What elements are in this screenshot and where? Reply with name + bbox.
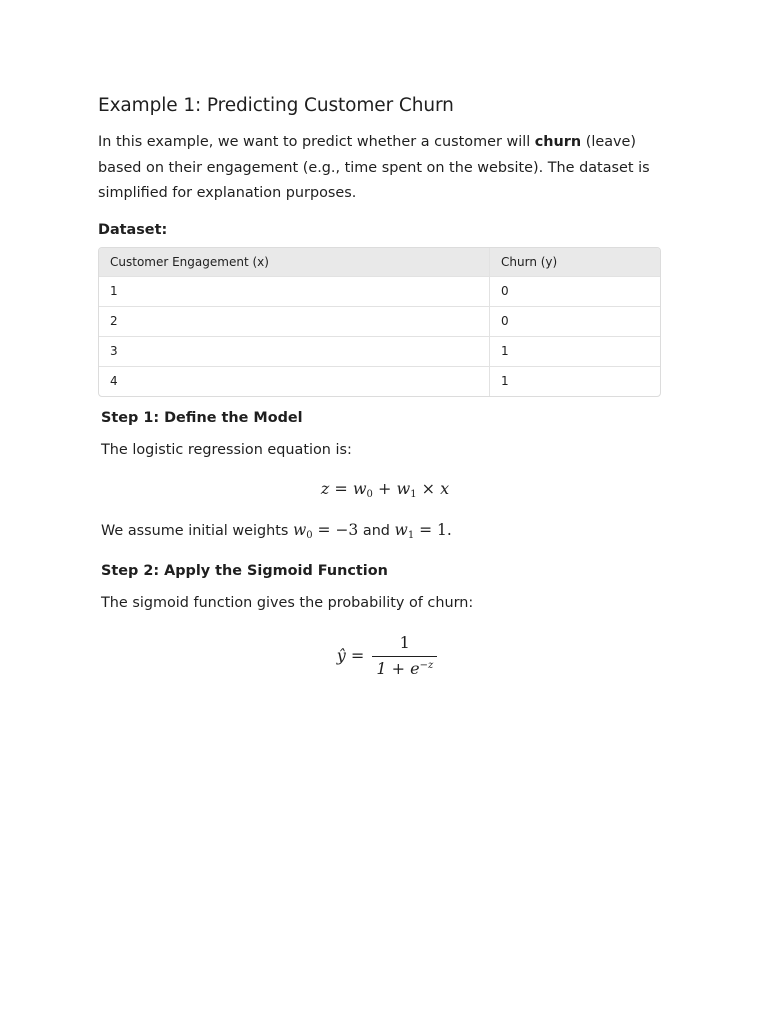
column-header-churn: Churn (y) bbox=[490, 248, 661, 277]
w0-value: −3 bbox=[335, 520, 359, 539]
initial-weights-text bbox=[101, 519, 661, 542]
eq-w0-sub: 0 bbox=[366, 488, 373, 500]
cell-churn: 1 bbox=[501, 374, 509, 388]
sigmoid-lhs: ŷ bbox=[336, 646, 346, 665]
dataset-label: Dataset: bbox=[98, 221, 168, 238]
sigmoid-denominator bbox=[372, 656, 437, 678]
eq-times: × bbox=[416, 478, 441, 498]
eq-equals: = bbox=[329, 478, 353, 498]
eq-w1-sub: 1 bbox=[410, 488, 417, 500]
intro-paragraph bbox=[98, 130, 661, 207]
eq-w0: w bbox=[352, 478, 367, 498]
sigmoid-fraction bbox=[372, 634, 437, 678]
step-1-title: Step 1: Define the Model bbox=[101, 409, 303, 426]
cell-churn: 0 bbox=[490, 306, 661, 336]
w1-assignment: $w_1 = 1$. bbox=[394, 520, 452, 541]
table-row bbox=[99, 276, 660, 306]
assume-prefix: We assume initial weights bbox=[101, 522, 293, 539]
dataset-table bbox=[98, 247, 661, 397]
intro-bold-term: churn bbox=[534, 134, 582, 150]
step-1-text: The logistic regression equation is: bbox=[101, 441, 352, 458]
cell-churn: 1 bbox=[490, 336, 661, 366]
cell-engagement: 3 bbox=[99, 336, 490, 366]
assume-and: and bbox=[358, 522, 395, 539]
logistic-equation bbox=[101, 477, 661, 501]
eq-x: x bbox=[440, 478, 450, 498]
cell-churn: 0 bbox=[490, 276, 661, 306]
sigmoid-equals: = bbox=[345, 646, 365, 665]
eq-plus: + bbox=[372, 478, 397, 498]
table-row bbox=[99, 306, 660, 336]
step-2-section bbox=[101, 560, 661, 678]
denominator-base: 1 + e bbox=[376, 658, 420, 678]
column-header-engagement: Customer Engagement (x) bbox=[99, 248, 490, 277]
w0-assignment: $w_0 = -3$ bbox=[292, 520, 359, 541]
page-title: Example 1: Predicting Customer Churn bbox=[98, 95, 454, 116]
step-1-section bbox=[101, 407, 661, 542]
eq-w1: w bbox=[396, 478, 411, 498]
table-header-row bbox=[99, 248, 660, 277]
intro-text-after: (leave) based on their engagement (e.g., time spent on the website). The dataset is simplified for explanation purposes. bbox=[98, 134, 650, 201]
table-row bbox=[99, 336, 660, 366]
cell-engagement: 1 bbox=[99, 276, 490, 306]
step-2-title: Step 2: Apply the Sigmoid Function bbox=[101, 562, 388, 579]
denominator-exponent: −z bbox=[419, 659, 434, 671]
w1-value: 1 bbox=[437, 520, 447, 539]
sigmoid-equation bbox=[101, 634, 661, 678]
document-page bbox=[98, 92, 661, 678]
cell-engagement: 2 bbox=[99, 306, 490, 336]
step-2-text: The sigmoid function gives the probability of churn: bbox=[101, 594, 474, 611]
intro-text-before: In this example, we want to predict whether a customer will bbox=[98, 134, 535, 150]
eq-z: z bbox=[320, 478, 330, 498]
cell-engagement: 4 bbox=[99, 366, 490, 396]
sigmoid-numerator: 1 bbox=[399, 632, 410, 652]
table-row bbox=[99, 366, 660, 396]
